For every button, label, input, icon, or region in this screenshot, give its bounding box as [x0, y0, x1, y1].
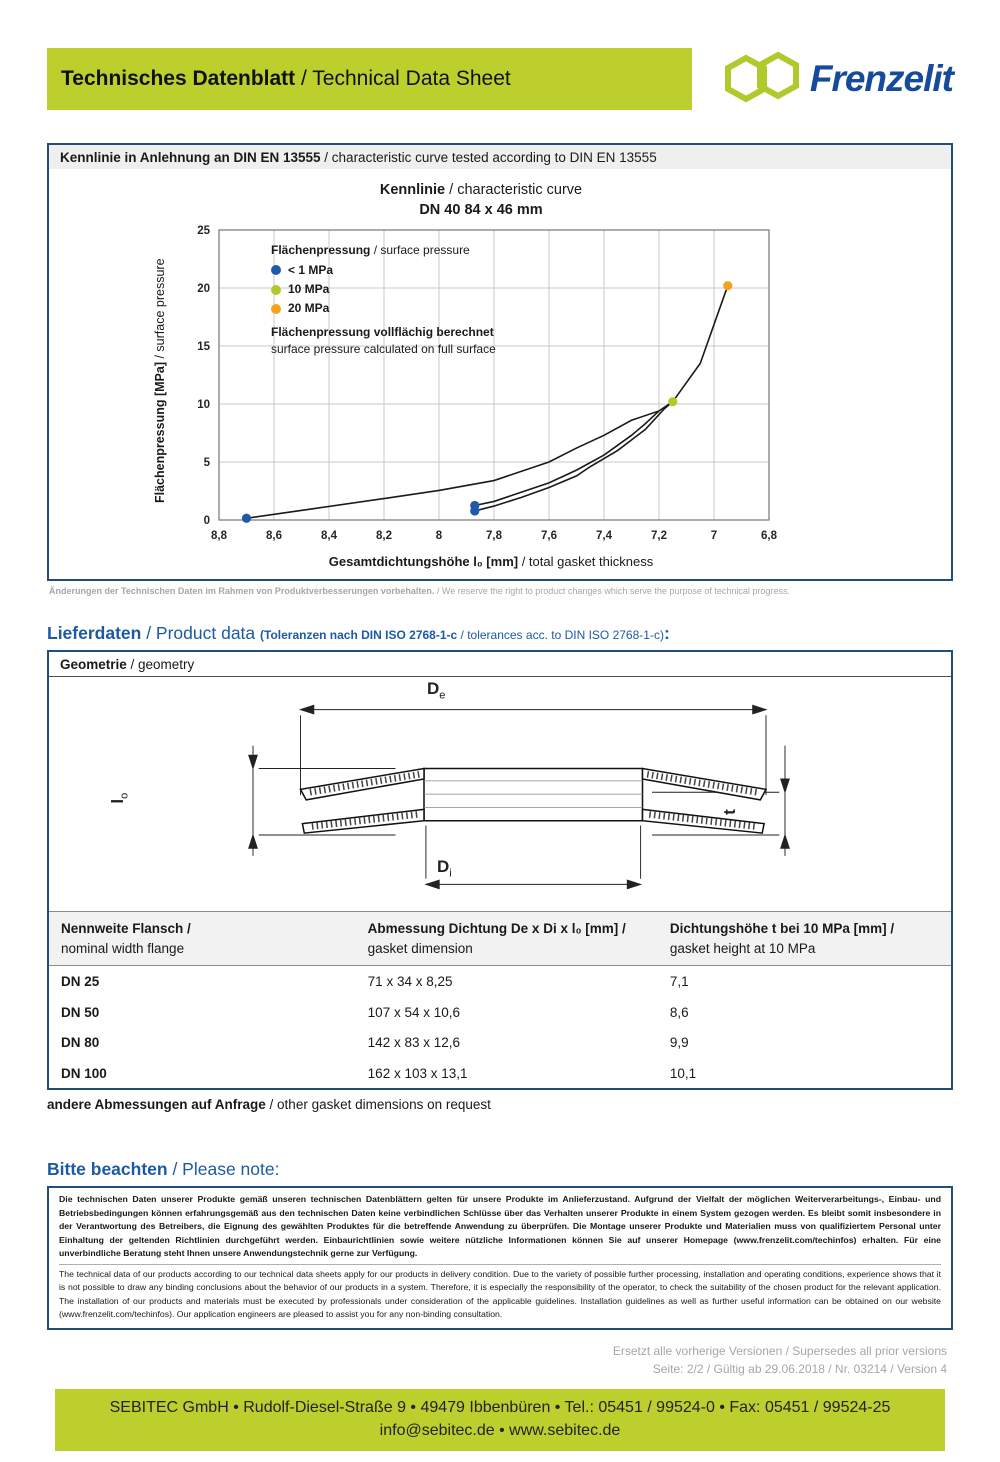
svg-text:7: 7 [710, 530, 718, 543]
geometry-box [47, 650, 953, 1090]
legend-note [271, 324, 496, 359]
svg-text:7,2: 7,2 [651, 530, 667, 543]
legend-dot-orange-icon [271, 304, 281, 314]
cell-height: 10,1 [669, 1065, 697, 1081]
y-axis-label [153, 226, 173, 536]
frenzelit-hexagons-icon [722, 51, 802, 107]
legal-text-english: The technical data of our products according to our technical data sheets apply for our products in delivery condition. Due to the variety of possible further processing, installation and operating conditions, experience shows that it is not possible to draw any binding conclusions about the behavior of our products in a system. Therefore, it is especially the responsibility of the operator, to check the suitability of the chosen product for the relevant application. The installation of our products and materials must be executed by professionals under consideration of the applicable guidelines. Installation guidelines as well as further useful information can be obtained on our website (www.frenzelit.com/techinfos). Our application engineers are pleased to assist you for any non-binding consultation. [59, 1264, 941, 1322]
dim-di-sub: i [449, 867, 452, 880]
company-contact-line: info@sebitec.de • www.sebitec.de [379, 1422, 621, 1440]
legal-text-german: Die technischen Daten unserer Produkte gemäß unseren technischen Datenblättern gelten für unsere Produkte im Anlieferzustand. Aufgrund der Vielfalt der möglichen Weiterverarbeitungs-, Einbau- und Betriebsbedingungen können erfahrungsgemäß aus den technischen Daten keine verbindlichen Schlüsse über das Verhalten unserer Produkte in einem System gezogen werden. Es bleibt somit insbesondere in der Verantwortung des Betreibers, die Eignung des gewählten Produktes für die betreffende Anwendung zu überprüfen. Die Montage unserer Produkte und Materialien muss von qualifiziertem Personal unter Einhaltung der geltenden Richtlinien durchgeführt werden. Einbaurichtlinien sowie weitere nützliche Informationen können Sie auf unserer Homepage (www.frenzelit.com/techinfos) erhalten. Für eine unverbindliche Beratung steht Ihnen unsere Anwendungstechnik gerne zur Verfügung. [59, 1194, 941, 1259]
legend-note-en: surface pressure calculated on full surface [271, 342, 496, 357]
col-header-height-de: Dichtungshöhe t bei 10 MPa [mm] / [669, 921, 895, 937]
legend-title-en: / surface pressure [370, 243, 470, 258]
legend-item-label: 10 MPa [288, 281, 330, 296]
supersedes-line: Ersetzt alle vorherige Versionen / Supersedes all prior versions [612, 1343, 947, 1358]
table-row [49, 966, 951, 997]
page-title-de: Technisches Datenblatt [61, 67, 296, 90]
gasket-cross-section-drawing [140, 683, 860, 911]
svg-text:5: 5 [203, 457, 210, 470]
geometry-header-en: / geometry [126, 657, 195, 673]
dim-di-base: D [437, 857, 450, 877]
dim-label-t [720, 809, 740, 815]
legend-note-de: Flächenpressung vollflächig berechnet [271, 324, 494, 339]
cell-height: 8,6 [669, 1004, 689, 1020]
legal-text-box [47, 1186, 953, 1329]
change-reservation-note [49, 586, 951, 596]
geometry-header [49, 652, 951, 677]
page-header [47, 47, 953, 111]
svg-text:25: 25 [197, 225, 210, 238]
cell-dimension: 142 x 83 x 12,6 [367, 1035, 460, 1051]
x-axis-label-de: Gesamtdichtungshöhe l₀ [mm] [328, 554, 519, 570]
please-note-heading [47, 1159, 953, 1180]
cell-height: 7,1 [669, 974, 689, 990]
chart-area [49, 169, 951, 579]
plot-wrapper [153, 220, 951, 554]
dim-label-di [437, 857, 452, 879]
table-row [49, 997, 951, 1028]
svg-text:7,6: 7,6 [541, 530, 557, 543]
svg-text:20: 20 [197, 283, 210, 296]
svg-text:8: 8 [435, 530, 443, 543]
other-dimensions-de: andere Abmessungen auf Anfrage [47, 1097, 266, 1113]
col-header-dimension-de: Abmessung Dichtung De x Di x l₀ [mm] / [367, 921, 626, 937]
product-data-heading-de: Lieferdaten [47, 623, 142, 644]
curve-box-header-en: / characteristic curve tested according to DIN EN 13555 [320, 150, 657, 165]
cell-dn: DN 25 [61, 974, 100, 990]
company-address-line: SEBITEC GmbH • Rudolf-Diesel-Straße 9 • 49479 Ibbenbüren • Tel.: 05451 / 99524-0 • Fax: 05451 / 99524-25 [109, 1398, 891, 1416]
chart-title-en: / characteristic curve [445, 182, 583, 198]
table-row [49, 1027, 951, 1058]
characteristic-curve-box [47, 143, 953, 581]
svg-text:7,4: 7,4 [596, 530, 612, 543]
svg-text:8,2: 8,2 [376, 530, 392, 543]
cell-dimension: 107 x 54 x 10,6 [367, 1004, 460, 1020]
please-note-heading-en: / Please note: [167, 1159, 280, 1180]
product-data-heading [47, 623, 953, 644]
svg-text:0: 0 [203, 515, 210, 528]
tolerance-note-de: (Toleranzen nach DIN ISO 2768-1-c [260, 628, 458, 643]
chart-subtitle: DN 40 84 x 46 mm [419, 201, 543, 218]
cell-dimension: 71 x 34 x 8,25 [367, 974, 453, 990]
company-footer-bar [55, 1389, 945, 1451]
dim-l0-sub: o [118, 792, 131, 800]
company-logo [722, 51, 953, 107]
dim-de-sub: e [439, 689, 446, 702]
change-note-de: Änderungen der Technischen Daten im Rahmen von Produktverbesserungen vorbehalten. [49, 586, 435, 597]
chart-title-de: Kennlinie [379, 182, 446, 198]
version-info [0, 1342, 947, 1379]
heading-colon: : [663, 623, 670, 644]
legend-item [271, 262, 496, 279]
svg-text:10: 10 [197, 399, 210, 412]
change-note-en: / We reserve the right to product changes which serve the purpose of technical progress. [434, 586, 790, 597]
page-version-line: Seite: 2/2 / Gültig ab 29.06.2018 / Nr. 03214 / Version 4 [652, 1362, 947, 1377]
curve-box-header [49, 145, 951, 169]
svg-text:8,6: 8,6 [266, 530, 282, 543]
table-row [49, 1058, 951, 1089]
svg-text:8,8: 8,8 [211, 530, 227, 543]
col-header-dimension-en: gasket dimension [367, 940, 473, 956]
table-header-row [49, 912, 951, 966]
x-axis-label [153, 554, 763, 569]
cell-dn: DN 80 [61, 1035, 100, 1051]
gasket-drawing [49, 677, 951, 911]
product-data-heading-en: / Product data [141, 623, 261, 644]
tolerance-note-en: / tolerances acc. to DIN ISO 2768-1-c) [457, 628, 664, 643]
dim-de-base: D [427, 679, 440, 699]
legend-item-label: 20 MPa [288, 301, 330, 316]
chart-legend [271, 242, 496, 358]
x-axis-label-en: / total gasket thickness [518, 554, 654, 570]
chart-title [153, 181, 763, 220]
svg-text:8,4: 8,4 [321, 530, 337, 543]
datasheet-page [0, 47, 1000, 1462]
please-note-heading-de: Bitte beachten [47, 1159, 168, 1180]
dim-label-l0 [108, 793, 130, 804]
legend-title-de: Flächenpressung [271, 243, 371, 258]
col-header-flange [49, 912, 356, 966]
legend-item [271, 300, 496, 317]
col-header-height-en: gasket height at 10 MPa [669, 940, 816, 956]
cell-height: 9,9 [669, 1035, 689, 1051]
col-header-flange-en: nominal width flange [61, 940, 185, 956]
y-axis-label-en: / surface pressure [153, 258, 167, 363]
curve-box-header-de: Kennlinie in Anlehnung an DIN EN 13555 [60, 150, 321, 165]
legend-dot-blue-icon [271, 265, 281, 275]
page-title [61, 67, 511, 91]
cell-dn: DN 100 [61, 1065, 107, 1081]
legend-title [271, 242, 496, 259]
svg-text:7,8: 7,8 [486, 530, 502, 543]
col-header-flange-de: Nennweite Flansch / [61, 921, 191, 937]
y-axis-label-de: Flächenpressung [MPa] [153, 362, 167, 504]
legend-item-label: < 1 MPa [288, 262, 334, 277]
geometry-header-de: Geometrie [60, 657, 127, 673]
col-header-dimension [356, 912, 658, 966]
title-bar [47, 48, 692, 110]
dim-label-de [427, 679, 445, 701]
legend-item [271, 281, 496, 298]
page-title-en: / Technical Data Sheet [295, 67, 511, 90]
cell-dn: DN 50 [61, 1004, 100, 1020]
svg-text:6,8: 6,8 [761, 530, 777, 543]
legend-dot-green-icon [271, 285, 281, 295]
col-header-height [658, 912, 951, 966]
cell-dimension: 162 x 103 x 13,1 [367, 1065, 468, 1081]
svg-text:15: 15 [197, 341, 210, 354]
other-dimensions-note [47, 1097, 953, 1112]
dimension-table [49, 911, 951, 1088]
dim-t: t [719, 809, 739, 815]
dim-l0-base: l [108, 799, 128, 804]
other-dimensions-en: / other gasket dimensions on request [265, 1097, 491, 1113]
frenzelit-wordmark: Frenzelit [809, 58, 953, 99]
